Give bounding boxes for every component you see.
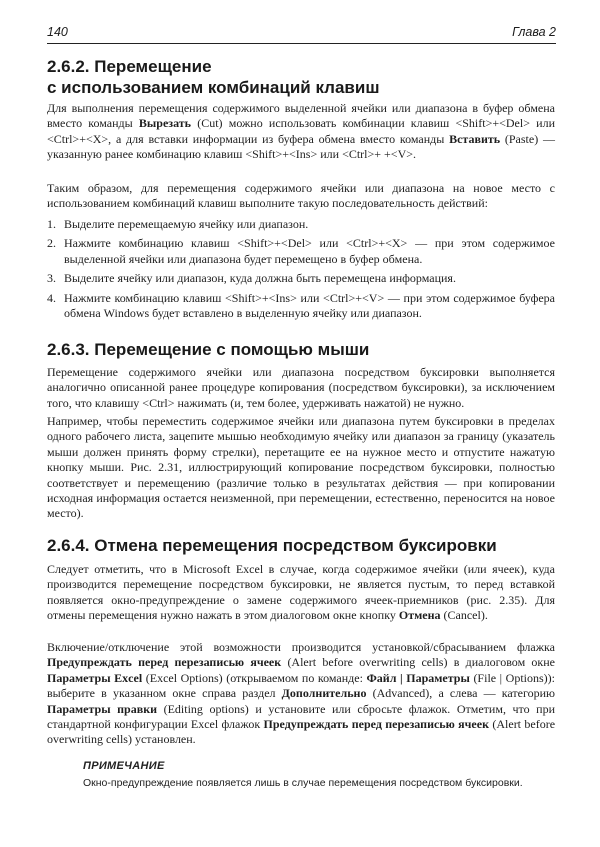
- running-head: [47, 25, 556, 44]
- step-text: Выделите перемещаемую ячейку или диапазон.: [64, 217, 309, 231]
- section-263-paragraph-1: Перемещение содержимого ячейки или диапазона посредством буксировки выполняется аналогично описанной ранее процедуре копирования (посредством буксировки), за исключением того, что клавишу <Ctrl> нажимать (и, тем более, удерживать нажатой) не нужно.: [47, 365, 555, 410]
- section-262-paragraph-1: [47, 101, 555, 163]
- section-264-paragraph-1: [47, 562, 555, 624]
- text-run: (Editing options) и установите или сбросьте флажок. Отметим, что при стандартной конфигурации Excel флажок: [47, 701, 555, 732]
- section-263-title: 2.6.3. Перемещение с помощью мыши: [47, 340, 370, 359]
- text-run: (Excel Options) (открываемом по команде:: [142, 670, 367, 685]
- text-run: (Paste) — указанную ранее комбинацию клавиш <Shift>+<Ins> или <Ctrl>+ +<V>.: [47, 131, 555, 162]
- section-262-title-line2: с использованием комбинаций клавиш: [47, 78, 380, 97]
- list-item: [47, 236, 555, 267]
- step-text: Нажмите комбинацию клавиш <Shift>+<Del> или <Ctrl>+<X> — при этом содержимое выделенной ячейки или диапазона будет перемещено в буфер обмена.: [64, 236, 555, 266]
- dialog-excel-options: Параметры Excel: [47, 670, 143, 685]
- text-run: (Advanced), а слева — категорию: [366, 686, 555, 701]
- step-number: 3.: [47, 271, 56, 286]
- step-number: 4.: [47, 290, 56, 305]
- step-number: 2.: [47, 236, 56, 251]
- section-264-paragraph-2: [47, 640, 555, 748]
- list-item: [47, 271, 555, 286]
- list-item: [47, 217, 555, 232]
- note-title: ПРИМЕЧАНИЕ: [83, 760, 165, 772]
- page-number: 140: [47, 25, 68, 39]
- text-run: (Alert before overwriting cells) в диалоговом окне: [281, 655, 555, 670]
- step-number: 1.: [47, 217, 56, 231]
- note-text: Окно-предупреждение появляется лишь в случае перемещения посредством буксировки.: [83, 777, 523, 789]
- section-262-title: [47, 56, 559, 98]
- command-paste: Вставить: [449, 131, 501, 146]
- text-run: (Cut) можно использовать комбинации клавиш <Shift>+<Del> или <Ctrl>+<X>, а для вставки информации из буфера обмена вместо команды: [47, 116, 555, 146]
- section-263-paragraph-2: Например, чтобы переместить содержимое ячейки или диапазона путем буксировки в пределах одного рабочего листа, зацепите мышью необходимую ячейку или диапазон за границу (указатель мыши должен принять форму стрелки), перетащите ее на нужное место и отпустите нажатую кнопку мыши. Рис. 2.31, иллюстрирующий копирование посредством буксировки, полностью соответствует и перемещению (различие только в результатах действия — при копировании исходная информация остается неизменной, при перемещении, естественно, переносится на новое место).: [47, 414, 555, 521]
- text-run: (Alert before overwriting cells) установлен.: [47, 717, 556, 747]
- text-run: (File | Options)): выберите в указанном окне справа раздел: [47, 670, 555, 701]
- text-run: (Cancel).: [440, 608, 488, 623]
- section-262-paragraph-2: Таким образом, для перемещения содержимого ячейки или диапазона на новое место с использованием комбинаций клавиш выполните такую последовательность действий:: [47, 181, 555, 211]
- section-264-title: 2.6.4. Отмена перемещения посредством буксировки: [47, 536, 497, 555]
- chapter-label: Глава 2: [512, 25, 556, 39]
- step-text: Выделите ячейку или диапазон, куда должна быть перемещена информация.: [64, 271, 456, 286]
- button-cancel-ref: Отмена: [398, 608, 441, 623]
- text-run: Следует отметить, что в Microsoft Excel в случае, когда содержимое ячейки (или ячеек), куда производится перемещение посредством буксировки, не является пустым, то перед вставкой появляется окно-предупреждение о замене содержимого ячеек-приемников (рис. 2.35). Для отмены перемещения нужно нажать в этом диалоговом окне кнопку: [47, 562, 555, 623]
- text-run: Включение/отключение этой возможности производится установкой/сбрасыванием флажка: [47, 640, 555, 654]
- steps-list: [47, 217, 555, 325]
- list-item: [47, 291, 555, 322]
- section-advanced: Дополнительно: [281, 686, 367, 701]
- command-cut: Вырезать: [138, 116, 192, 131]
- text-run: Для выполнения перемещения содержимого выделенной ячейки или диапазона в буфер обмена вместо команды: [47, 101, 555, 131]
- option-alert-overwrite: Предупреждать перед перезаписью ячеек: [47, 655, 282, 670]
- option-alert-overwrite: Предупреждать перед перезаписью ячеек: [263, 717, 490, 732]
- section-262-title-line1: 2.6.2. Перемещение: [47, 57, 212, 76]
- step-text: Нажмите комбинацию клавиш <Shift>+<Ins> или <Ctrl>+<V> — при этом содержимое буфера обмена Windows будет вставлено в выделенную ячейку или диапазон.: [64, 290, 555, 321]
- category-editing-options: Параметры правки: [47, 701, 158, 716]
- menu-file-options: Файл | Параметры: [366, 670, 470, 685]
